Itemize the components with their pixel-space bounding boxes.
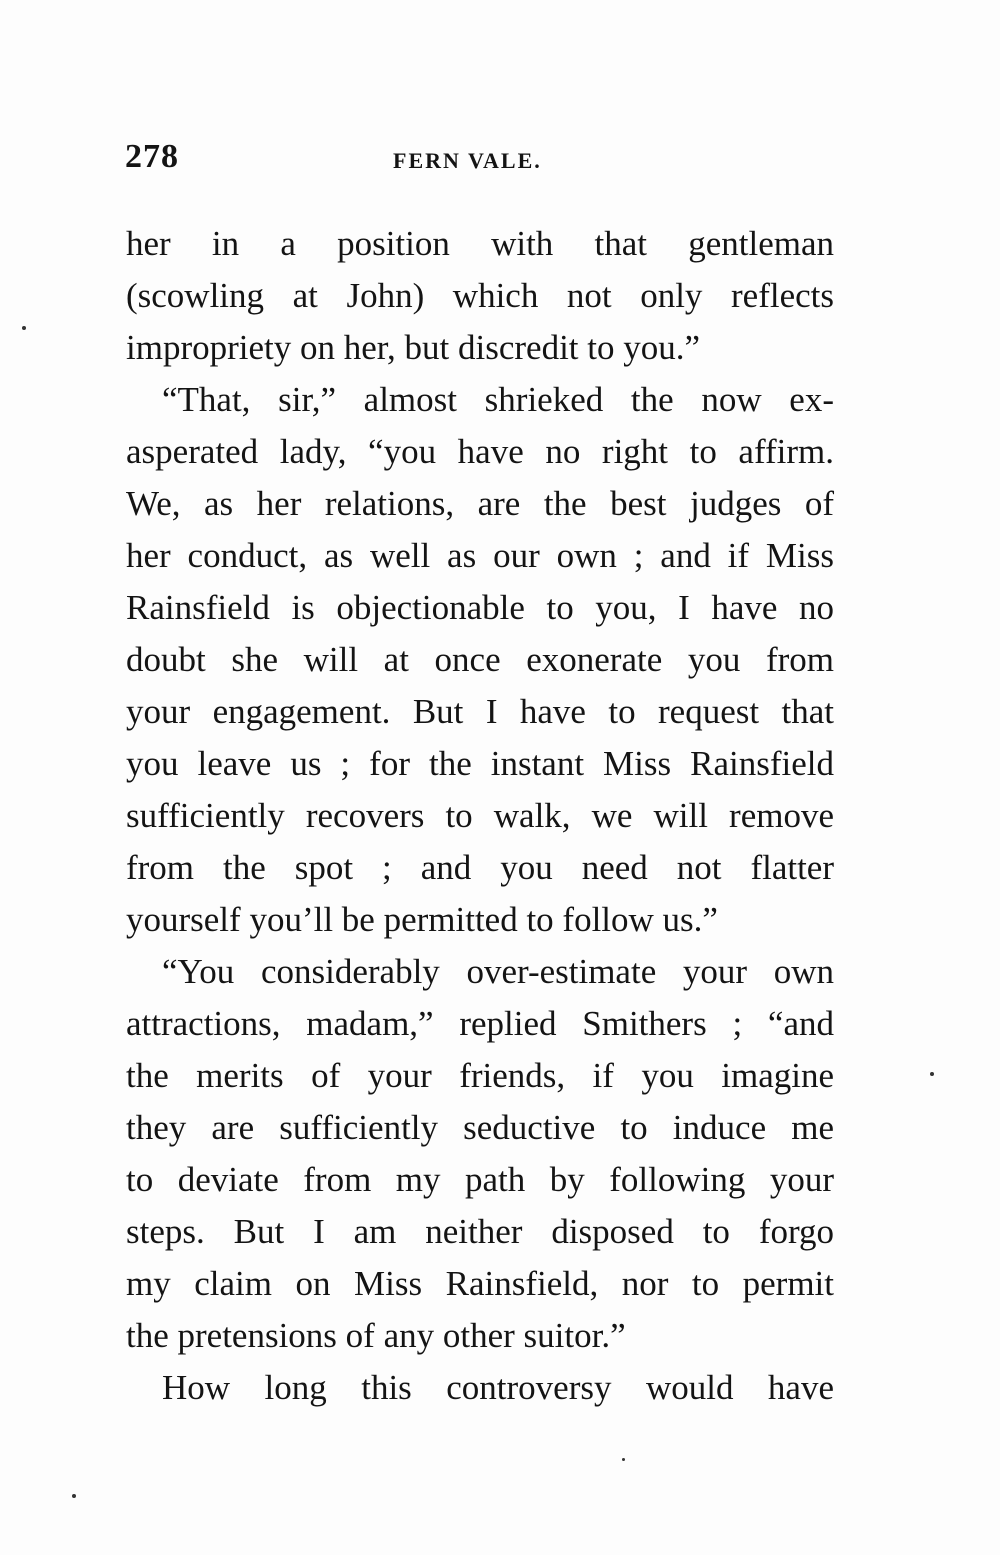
text-line: attractions, madam,” replied Smithers ; “and xyxy=(126,1004,834,1043)
text-line: doubt she will at once exonerate you from xyxy=(126,640,834,679)
text-line: you leave us ; for the instant Miss Rainsfield xyxy=(126,744,834,783)
page-header xyxy=(125,138,835,178)
text-line: asperated lady, “you have no right to affirm. xyxy=(126,432,834,471)
scan-speck xyxy=(622,1458,625,1461)
text-line: to deviate from my path by following your xyxy=(126,1160,834,1199)
text-line: (scowling at John) which not only reflects xyxy=(126,276,834,315)
text-line: her in a position with that gentleman xyxy=(126,224,834,263)
running-title: FERN VALE. xyxy=(393,148,542,173)
text-line: the pretensions of any other suitor.” xyxy=(126,1316,626,1355)
page-number: 278 xyxy=(125,138,179,175)
text-line: “You considerably over-estimate your own xyxy=(162,952,834,991)
body-text xyxy=(126,218,834,1414)
text-line: your engagement. But I have to request that xyxy=(126,692,834,731)
scan-speck xyxy=(930,1072,934,1076)
text-line: Rainsfield is objectionable to you, I have no xyxy=(126,588,834,627)
text-line: How long this controversy would have xyxy=(162,1368,834,1407)
text-line: “That, sir,” almost shrieked the now ex- xyxy=(162,380,834,419)
text-line: her conduct, as well as our own ; and if Miss xyxy=(126,536,834,575)
text-line: sufficiently recovers to walk, we will remove xyxy=(126,796,834,835)
text-line: they are sufficiently seductive to induce me xyxy=(126,1108,834,1147)
text-line: steps. But I am neither disposed to forgo xyxy=(126,1212,834,1251)
scan-speck xyxy=(22,326,26,330)
text-line: the merits of your friends, if you imagine xyxy=(126,1056,834,1095)
text-line: yourself you’ll be permitted to follow us.” xyxy=(126,900,718,939)
text-line: We, as her relations, are the best judges of xyxy=(126,484,834,523)
scan-speck xyxy=(72,1494,76,1498)
text-line: my claim on Miss Rainsfield, nor to permit xyxy=(126,1264,834,1303)
text-line: from the spot ; and you need not flatter xyxy=(126,848,834,887)
text-line: impropriety on her, but discredit to you.” xyxy=(126,328,701,367)
